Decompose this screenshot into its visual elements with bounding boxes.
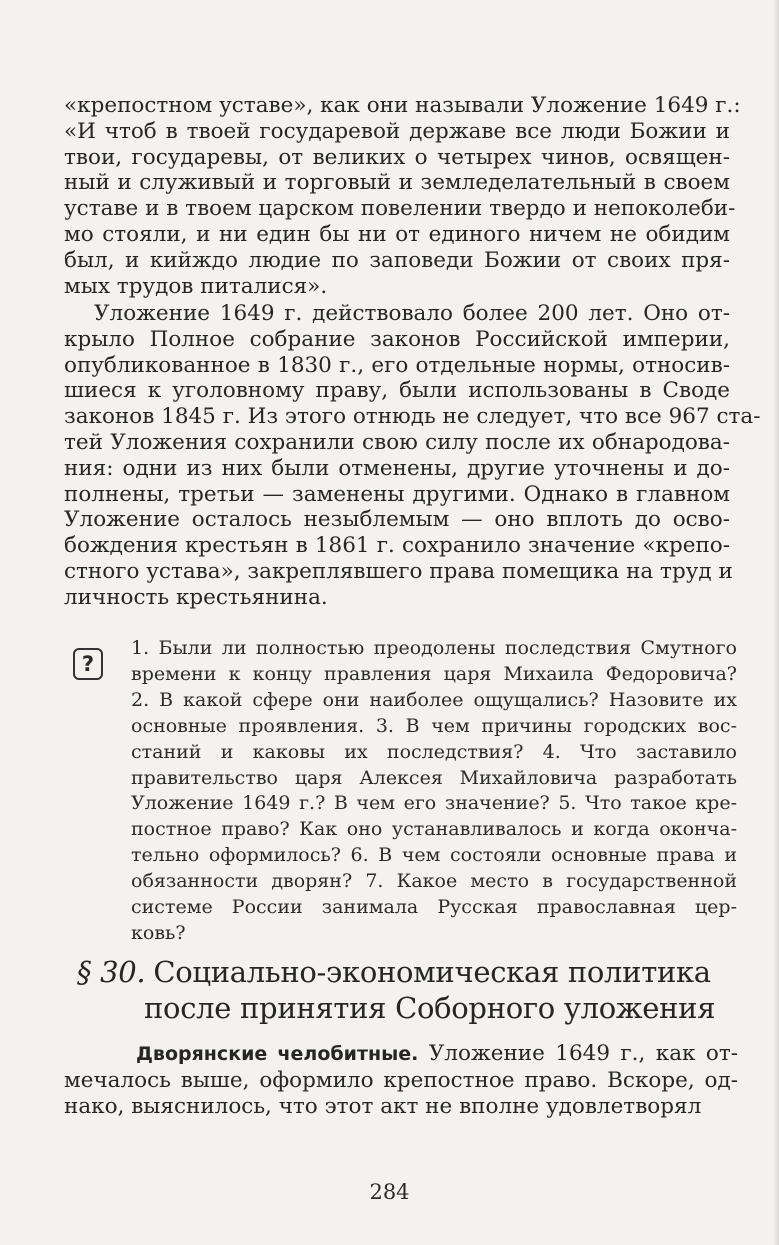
paragraph-line: постное право? Как оно устанавливалось и когда оконча- [131,818,737,841]
paragraph-line: полнены, третьи — заменены другими. Однако в главном [64,481,730,507]
paragraph-line: тей Уложения сохранили свою силу после их обнародова- [64,429,730,455]
paragraph-line: правительство царя Алексея Михайловича разработать [131,766,737,789]
paragraph-line: мечалось выше, оформило крепостное право. Вскоре, од- [64,1067,738,1093]
paragraph-line: был, и кийждо людие по заповеди Божии от своих пря- [64,247,730,273]
paragraph-line: «крепостном уставе», как они называли Уложение 1649 г.: [64,93,741,118]
paragraph-line: «И чтоб в твоей государевой державе все люди Божии и [64,118,730,144]
paragraph-line: обязанности дворян? 7. Какое место в государственной [131,870,737,893]
paragraph-line: стного устава», закреплявшего права помещика на труд и [64,558,733,584]
paragraph-line: основные проявления. 3. В чем причины городских вос- [131,714,737,737]
section-heading [77,954,737,1026]
section-title-line1: Социально-экономическая политика [153,955,711,989]
page-edge-shadow [773,0,779,1245]
review-questions [131,636,737,947]
paragraph-line: мых трудов питалися». [64,273,328,299]
paragraph-line: бождения крестьян в 1861 г. сохранило значение «крепо- [64,533,730,559]
paragraph-dvoryanskie [64,1041,738,1119]
paragraph-line: ковь? [131,921,186,944]
paragraph-line: тельно оформилось? 6. В чем состояли основные права и [131,844,737,867]
paragraph-line: законов 1845 г. Из этого отнюдь не следует, что все 967 ста- [64,404,761,430]
paragraph-line: Уложение 1649 г.? В чем его значение? 5. Что такое кре- [131,792,737,815]
paragraph-line: шиеся к уголовному праву, были использованы в Своде [64,378,730,404]
section-title-line2: после принятия Соборного уложения [144,991,716,1025]
paragraph-line [64,1041,738,1068]
paragraph-line: времени к концу правления царя Михаила Федоровича? [131,662,737,685]
page-number: 284 [369,1180,410,1204]
paragraph-line: 1. Были ли полностью преодолены последствия Смутного [131,637,737,659]
paragraph-line: нако, выяснилось, что этот акт не вполне удовлетворял [64,1093,702,1119]
first-line-text: Уложение 1649 г., как от- [418,1041,739,1066]
bold-lead-heading: Дворянские челобитные. [136,1043,419,1065]
paragraph-line: уставе и в твоем царском повелении твердо и непоколеби- [64,196,736,222]
paragraph-line: мо стояли, и ни един бы ни от единого ничем не обидим [64,221,730,247]
question-mark-icon: ? [73,648,103,680]
paragraph-line: ния: одни из них были отменены, другие уточнены и до- [64,455,730,481]
paragraph-line: Уложение 1649 г. действовало более 200 лет. Оно от- [94,301,730,326]
paragraph-quote [64,93,741,299]
paragraph-line: ный и служивый и торговый и земледелательный в своем [64,170,730,196]
paragraph-line: опубликованное в 1830 г., его отдельные нормы, относив- [64,352,730,378]
paragraph-line: 2. В какой сфере они наиболее ощущались? Назовите их [131,688,737,711]
section-number: § 30. [77,955,146,989]
paragraph-line: личность крестьянина. [64,584,328,610]
paragraph-line: системе России занимала Русская православная цер- [131,896,737,919]
paragraph-line: станий и каковы их последствия? 4. Что заставило [131,740,737,763]
paragraph-line: Уложение осталось незыблемым — оно вплоть до осво- [64,507,730,533]
paragraph-line: крыло Полное собрание законов Российской империи, [64,326,730,352]
paragraph-line: твои, государевы, от великих о четырех чинов, освящен- [64,144,730,170]
paragraph-ulozhenie [64,301,761,611]
